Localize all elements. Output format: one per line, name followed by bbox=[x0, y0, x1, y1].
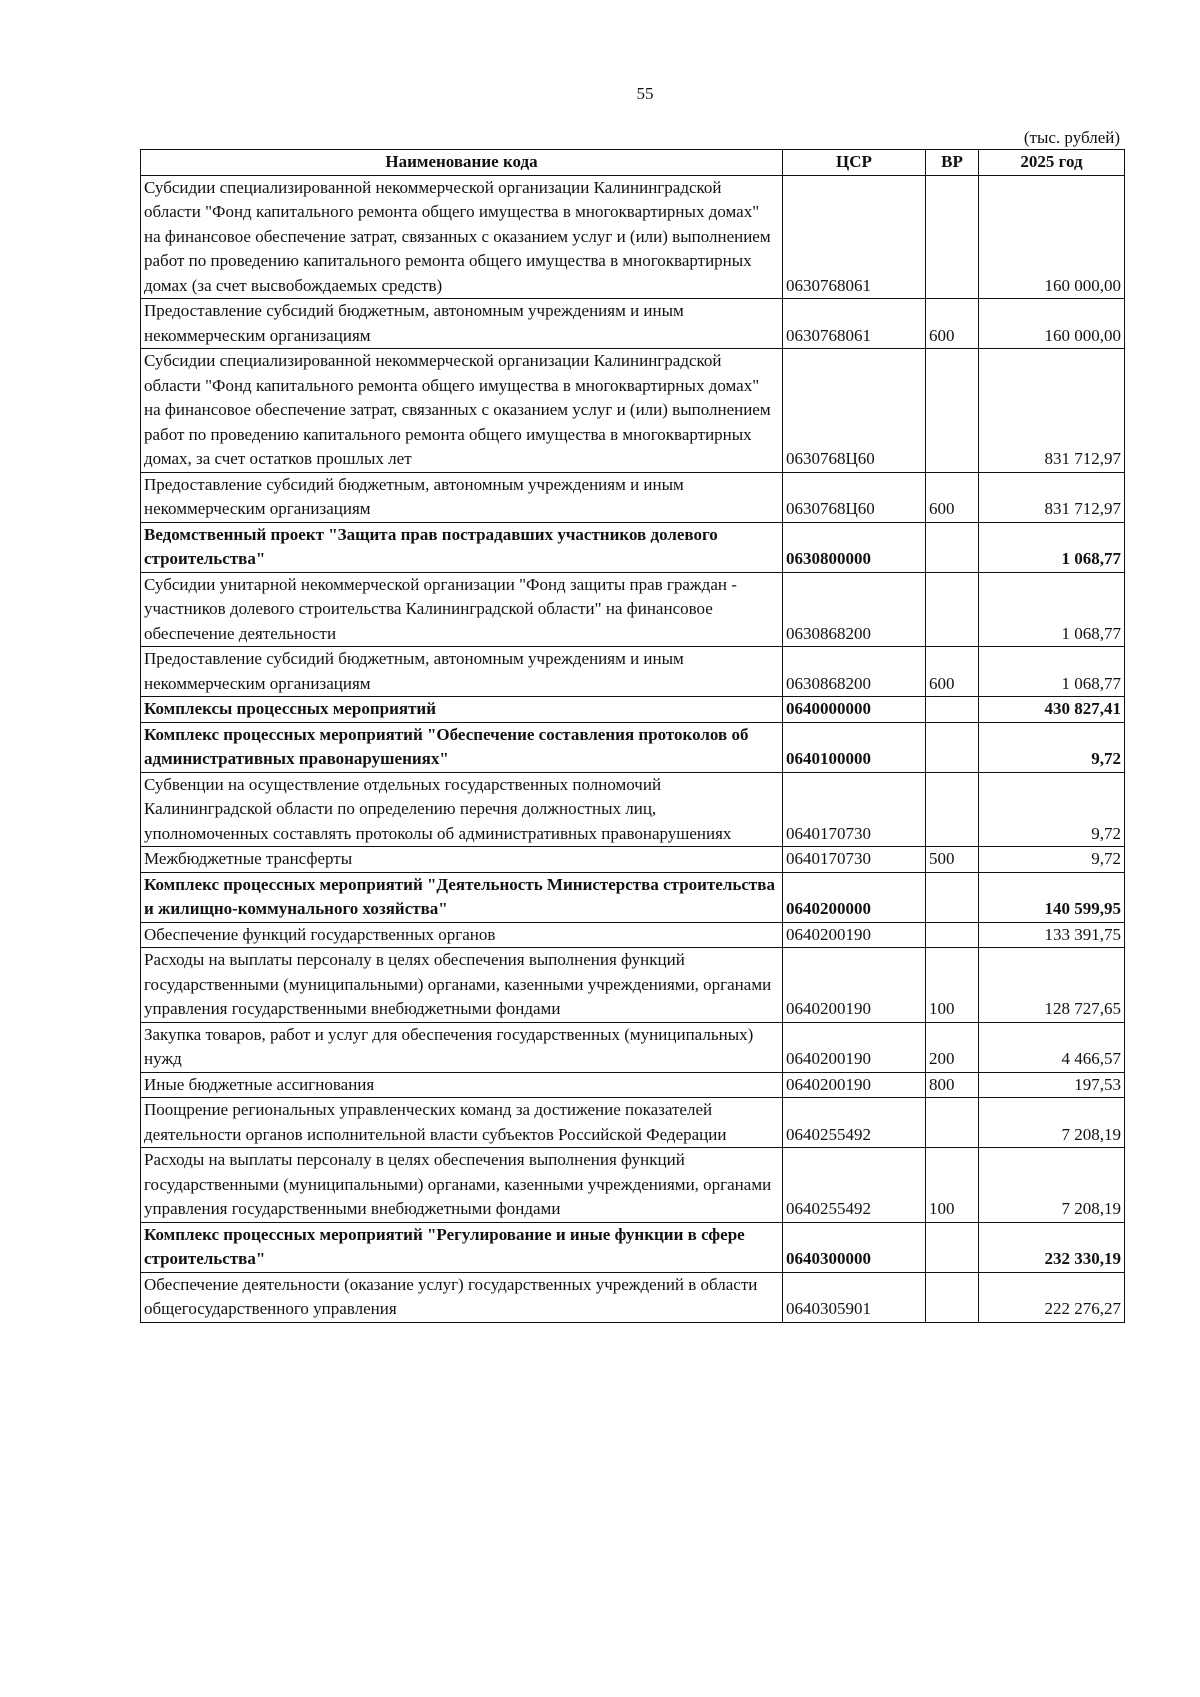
row-csr: 0640200190 bbox=[783, 922, 926, 948]
table-row bbox=[141, 872, 1125, 922]
row-name: Субсидии специализированной некоммерческой организации Калининградской области "Фонд капитального ремонта общего имущества в многоквартирных домах" на финансовое обеспечение затрат, связанных с оказанием услуг и (или) выполнением работ по проведению капитального ремонта общего имущества в многоквартирных домах, за счет остатков прошлых лет bbox=[141, 349, 783, 473]
header-name: Наименование кода bbox=[141, 150, 783, 176]
row-vr bbox=[926, 922, 979, 948]
row-csr: 0630800000 bbox=[783, 522, 926, 572]
row-sum: 1 068,77 bbox=[979, 647, 1125, 697]
row-csr: 0640300000 bbox=[783, 1222, 926, 1272]
row-name: Комплекс процессных мероприятий "Обеспечение составления протоколов об административных правонарушениях" bbox=[141, 722, 783, 772]
row-name: Межбюджетные трансферты bbox=[141, 847, 783, 873]
table-row bbox=[141, 1098, 1125, 1148]
row-vr bbox=[926, 175, 979, 299]
header-csr: ЦСР bbox=[783, 150, 926, 176]
row-sum: 222 276,27 bbox=[979, 1272, 1125, 1322]
table-row bbox=[141, 299, 1125, 349]
row-vr: 100 bbox=[926, 1148, 979, 1223]
row-vr bbox=[926, 349, 979, 473]
table-row bbox=[141, 572, 1125, 647]
row-csr: 0630768061 bbox=[783, 175, 926, 299]
row-vr: 500 bbox=[926, 847, 979, 873]
row-name: Закупка товаров, работ и услуг для обеспечения государственных (муниципальных) нужд bbox=[141, 1022, 783, 1072]
row-vr bbox=[926, 1222, 979, 1272]
row-vr bbox=[926, 697, 979, 723]
row-name: Предоставление субсидий бюджетным, автономным учреждениям и иным некоммерческим организациям bbox=[141, 472, 783, 522]
row-name: Расходы на выплаты персоналу в целях обеспечения выполнения функций государственными (муниципальными) органами, казенными учреждениями, органами управления государственными внебюджетными фондами bbox=[141, 948, 783, 1023]
budget-table bbox=[140, 149, 1125, 1323]
row-vr bbox=[926, 1272, 979, 1322]
row-name: Расходы на выплаты персоналу в целях обеспечения выполнения функций государственными (муниципальными) органами, казенными учреждениями, органами управления государственными внебюджетными фондами bbox=[141, 1148, 783, 1223]
row-name: Комплекс процессных мероприятий "Регулирование и иные функции в сфере строительства" bbox=[141, 1222, 783, 1272]
row-name: Комплекс процессных мероприятий "Деятельность Министерства строительства и жилищно-коммунального хозяйства" bbox=[141, 872, 783, 922]
units-label: (тыс. рублей) bbox=[1023, 128, 1120, 147]
table-row bbox=[141, 1022, 1125, 1072]
row-csr: 0640200190 bbox=[783, 948, 926, 1023]
row-vr: 200 bbox=[926, 1022, 979, 1072]
table-row bbox=[141, 1222, 1125, 1272]
row-csr: 0640200190 bbox=[783, 1072, 926, 1098]
row-name: Поощрение региональных управленческих команд за достижение показателей деятельности органов исполнительной власти субъектов Российской Федерации bbox=[141, 1098, 783, 1148]
row-sum: 9,72 bbox=[979, 722, 1125, 772]
row-vr: 600 bbox=[926, 472, 979, 522]
row-vr bbox=[926, 722, 979, 772]
row-name: Обеспечение функций государственных органов bbox=[141, 922, 783, 948]
table-row bbox=[141, 772, 1125, 847]
row-vr bbox=[926, 572, 979, 647]
row-csr: 0640170730 bbox=[783, 847, 926, 873]
table-row bbox=[141, 1272, 1125, 1322]
row-vr: 600 bbox=[926, 647, 979, 697]
page-number: 55 bbox=[636, 84, 654, 103]
row-sum: 133 391,75 bbox=[979, 922, 1125, 948]
row-csr: 0640305901 bbox=[783, 1272, 926, 1322]
row-name: Комплексы процессных мероприятий bbox=[141, 697, 783, 723]
row-sum: 197,53 bbox=[979, 1072, 1125, 1098]
row-vr bbox=[926, 1098, 979, 1148]
row-vr bbox=[926, 872, 979, 922]
header-sum: 2025 год bbox=[979, 150, 1125, 176]
row-csr: 0640200000 bbox=[783, 872, 926, 922]
row-name: Предоставление субсидий бюджетным, автономным учреждениям и иным некоммерческим организациям bbox=[141, 299, 783, 349]
row-sum: 9,72 bbox=[979, 847, 1125, 873]
table-row bbox=[141, 1148, 1125, 1223]
row-csr: 0640100000 bbox=[783, 722, 926, 772]
row-sum: 7 208,19 bbox=[979, 1148, 1125, 1223]
row-vr bbox=[926, 772, 979, 847]
table-row bbox=[141, 647, 1125, 697]
row-csr: 0630768Ц60 bbox=[783, 472, 926, 522]
table-row bbox=[141, 722, 1125, 772]
table-row bbox=[141, 922, 1125, 948]
row-sum: 4 466,57 bbox=[979, 1022, 1125, 1072]
row-sum: 1 068,77 bbox=[979, 572, 1125, 647]
row-vr: 800 bbox=[926, 1072, 979, 1098]
table-row bbox=[141, 175, 1125, 299]
row-sum: 232 330,19 bbox=[979, 1222, 1125, 1272]
header-vr: ВР bbox=[926, 150, 979, 176]
row-name: Ведомственный проект "Защита прав пострадавших участников долевого строительства" bbox=[141, 522, 783, 572]
row-csr: 0630868200 bbox=[783, 572, 926, 647]
row-name: Предоставление субсидий бюджетным, автономным учреждениям и иным некоммерческим организациям bbox=[141, 647, 783, 697]
row-name: Субсидии унитарной некоммерческой организации "Фонд защиты прав граждан - участников долевого строительства Калининградской области" на финансовое обеспечение деятельности bbox=[141, 572, 783, 647]
row-csr: 0640170730 bbox=[783, 772, 926, 847]
row-name: Обеспечение деятельности (оказание услуг) государственных учреждений в области общегосударственного управления bbox=[141, 1272, 783, 1322]
row-sum: 831 712,97 bbox=[979, 349, 1125, 473]
row-csr: 0640255492 bbox=[783, 1148, 926, 1223]
table-row bbox=[141, 349, 1125, 473]
row-csr: 0630768Ц60 bbox=[783, 349, 926, 473]
row-sum: 1 068,77 bbox=[979, 522, 1125, 572]
row-sum: 9,72 bbox=[979, 772, 1125, 847]
table-row bbox=[141, 697, 1125, 723]
table-row bbox=[141, 1072, 1125, 1098]
row-sum: 160 000,00 bbox=[979, 175, 1125, 299]
table-row bbox=[141, 522, 1125, 572]
table-row bbox=[141, 948, 1125, 1023]
row-vr bbox=[926, 522, 979, 572]
row-csr: 0630768061 bbox=[783, 299, 926, 349]
row-csr: 0640200190 bbox=[783, 1022, 926, 1072]
row-vr: 600 bbox=[926, 299, 979, 349]
table-row bbox=[141, 847, 1125, 873]
row-csr: 0630868200 bbox=[783, 647, 926, 697]
row-sum: 160 000,00 bbox=[979, 299, 1125, 349]
row-sum: 430 827,41 bbox=[979, 697, 1125, 723]
row-csr: 0640255492 bbox=[783, 1098, 926, 1148]
row-sum: 128 727,65 bbox=[979, 948, 1125, 1023]
row-name: Субвенции на осуществление отдельных государственных полномочий Калининградской области по определению перечня должностных лиц, уполномоченных составлять протоколы об административных правонарушениях bbox=[141, 772, 783, 847]
row-vr: 100 bbox=[926, 948, 979, 1023]
table-header-row bbox=[141, 150, 1125, 176]
row-sum: 831 712,97 bbox=[979, 472, 1125, 522]
row-csr: 0640000000 bbox=[783, 697, 926, 723]
row-sum: 140 599,95 bbox=[979, 872, 1125, 922]
row-sum: 7 208,19 bbox=[979, 1098, 1125, 1148]
table-row bbox=[141, 472, 1125, 522]
row-name: Иные бюджетные ассигнования bbox=[141, 1072, 783, 1098]
row-name: Субсидии специализированной некоммерческой организации Калининградской области "Фонд капитального ремонта общего имущества в многоквартирных домах" на финансовое обеспечение затрат, связанных с оказанием услуг и (или) выполнением работ по проведению капитального ремонта общего имущества в многоквартирных домах (за счет высвобождаемых средств) bbox=[141, 175, 783, 299]
